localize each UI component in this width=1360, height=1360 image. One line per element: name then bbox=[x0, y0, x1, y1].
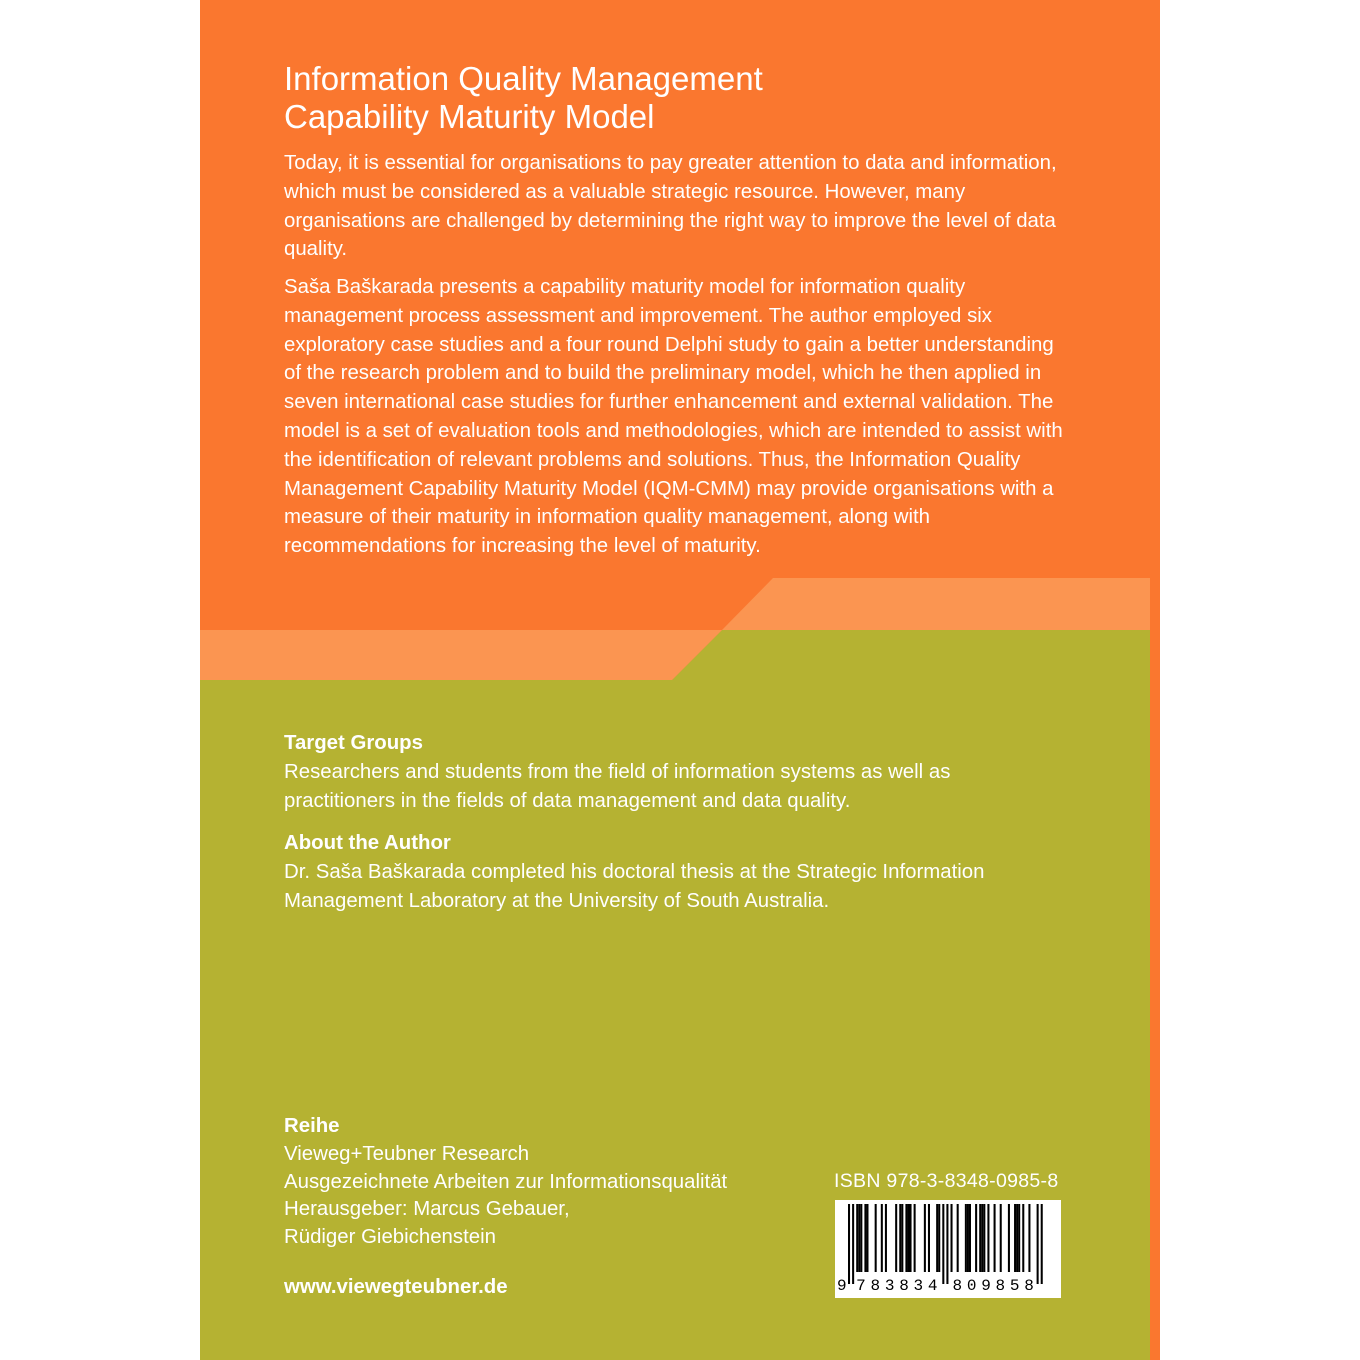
barcode-bar bbox=[881, 1204, 883, 1272]
barcode-bar bbox=[967, 1204, 969, 1272]
target-groups-heading: Target Groups bbox=[284, 732, 423, 754]
barcode-digit: 8 bbox=[870, 1277, 881, 1295]
barcode-bar bbox=[1028, 1204, 1030, 1272]
barcode-bar bbox=[848, 1204, 850, 1284]
barcode-bar bbox=[1008, 1204, 1010, 1272]
book-back-cover bbox=[200, 0, 1160, 1360]
barcode-bar bbox=[951, 1204, 953, 1272]
barcode-bar bbox=[969, 1204, 971, 1272]
barcode-bar bbox=[885, 1204, 887, 1272]
barcode-bar bbox=[981, 1204, 983, 1272]
barcode-bar bbox=[1000, 1204, 1002, 1272]
barcode-bar bbox=[1014, 1204, 1016, 1272]
isbn-label: ISBN 978-3-8348-0985-8 bbox=[834, 1170, 1059, 1192]
barcode-bar bbox=[987, 1204, 989, 1272]
barcode-bar bbox=[979, 1204, 981, 1272]
barcode-bar bbox=[860, 1204, 862, 1272]
barcode-digit-first: 9 bbox=[837, 1277, 847, 1295]
series-line-4: Rüdiger Giebichenstein bbox=[284, 1226, 496, 1249]
barcode-bar bbox=[1018, 1204, 1020, 1272]
barcode-bar bbox=[907, 1204, 909, 1272]
barcode-bar bbox=[1041, 1204, 1043, 1284]
barcode-bar bbox=[914, 1204, 916, 1272]
barcode-digit: 0 bbox=[966, 1277, 977, 1295]
book-title bbox=[284, 60, 1104, 136]
barcode-bar bbox=[875, 1204, 877, 1272]
barcode-bar bbox=[924, 1204, 926, 1272]
title-line-2: Capability Maturity Model bbox=[284, 98, 655, 135]
publisher-website: www.viewegteubner.de bbox=[284, 1276, 508, 1298]
barcode-bar bbox=[901, 1204, 903, 1272]
barcode-digit: 5 bbox=[1009, 1277, 1020, 1295]
barcode-bar bbox=[858, 1204, 860, 1272]
barcode-bar bbox=[866, 1204, 868, 1272]
barcode-bar bbox=[895, 1204, 897, 1272]
series-line-3: Herausgeber: Marcus Gebauer, bbox=[284, 1198, 570, 1221]
barcode-digit: 3 bbox=[884, 1277, 895, 1295]
description-paragraph-2: Saša Baškarada presents a capability maturity model for information quality management process assessment and improvement. The author employed six exploratory case studies and a four round Delphi study to gain a better understanding of the research problem and to build the preliminary model, which he then applied in seven international case studies for further enhancement and external validation. The model is a set of evaluation tools and methodologies, which are intended to assist with the identification of relevant problems and solutions. Thus, the Information Quality Management Capability Maturity Model (IQM-CMM) may provide organisations with a measure of their maturity in information quality management, along with recommendations for increasing the level of maturity. bbox=[284, 276, 1063, 558]
series-line-2: Ausgezeichnete Arbeiten zur Informationsqualität bbox=[284, 1170, 728, 1193]
barcode-bar bbox=[905, 1204, 907, 1272]
barcode-bar bbox=[910, 1204, 912, 1272]
barcode-bar bbox=[1022, 1204, 1024, 1272]
barcode-digit: 8 bbox=[995, 1277, 1006, 1295]
description-paragraph-1: Today, it is essential for organisations to pay greater attention to data and information, which must be considered as a valuable strategic resource. However, many organisations are challenged by determining the right way to improve the level of data quality. bbox=[284, 152, 1057, 261]
barcode-digit: 9 bbox=[981, 1277, 991, 1295]
barcode-bar bbox=[983, 1204, 985, 1272]
about-author-heading: About the Author bbox=[284, 832, 451, 854]
target-groups-section bbox=[284, 729, 1104, 815]
title-line-1: Information Quality Management bbox=[284, 60, 763, 97]
barcode-digit: 4 bbox=[927, 1277, 938, 1295]
barcode-bar bbox=[899, 1204, 901, 1272]
target-groups-text: Researchers and students from the field of information systems as well as practitioners in the fields of data management and data quality. bbox=[284, 760, 951, 812]
series-line-1: Vieweg+Teubner Research bbox=[284, 1142, 530, 1165]
barcode-digit: 3 bbox=[913, 1277, 924, 1295]
barcode-bar bbox=[864, 1204, 866, 1272]
barcode-bar bbox=[975, 1204, 977, 1272]
barcode-bar bbox=[1016, 1204, 1018, 1272]
barcode-digit: 7 bbox=[856, 1277, 866, 1295]
about-author-section bbox=[284, 829, 1104, 915]
barcode-bar bbox=[1037, 1204, 1039, 1284]
barcode-bar bbox=[942, 1204, 944, 1284]
barcode-graphic bbox=[835, 1200, 1061, 1298]
barcode-bar bbox=[938, 1204, 940, 1272]
isbn-barcode bbox=[835, 1200, 1061, 1298]
about-author-text: Dr. Saša Baškarada completed his doctoral thesis at the Strategic Information Management Laboratory at the University of South Australia. bbox=[284, 860, 985, 912]
barcode-bar bbox=[852, 1204, 854, 1284]
barcode-bar bbox=[856, 1204, 858, 1272]
barcode-bar bbox=[946, 1204, 948, 1284]
barcode-bar bbox=[928, 1204, 930, 1272]
barcode-digit: 8 bbox=[952, 1277, 963, 1295]
barcode-bar bbox=[957, 1204, 959, 1272]
series-heading: Reihe bbox=[284, 1115, 340, 1137]
barcode-digit: 8 bbox=[899, 1277, 909, 1295]
barcode-bar bbox=[994, 1204, 996, 1272]
barcode-digit: 8 bbox=[1024, 1277, 1034, 1295]
barcode-bar bbox=[965, 1204, 967, 1272]
barcode-bar bbox=[936, 1204, 938, 1272]
